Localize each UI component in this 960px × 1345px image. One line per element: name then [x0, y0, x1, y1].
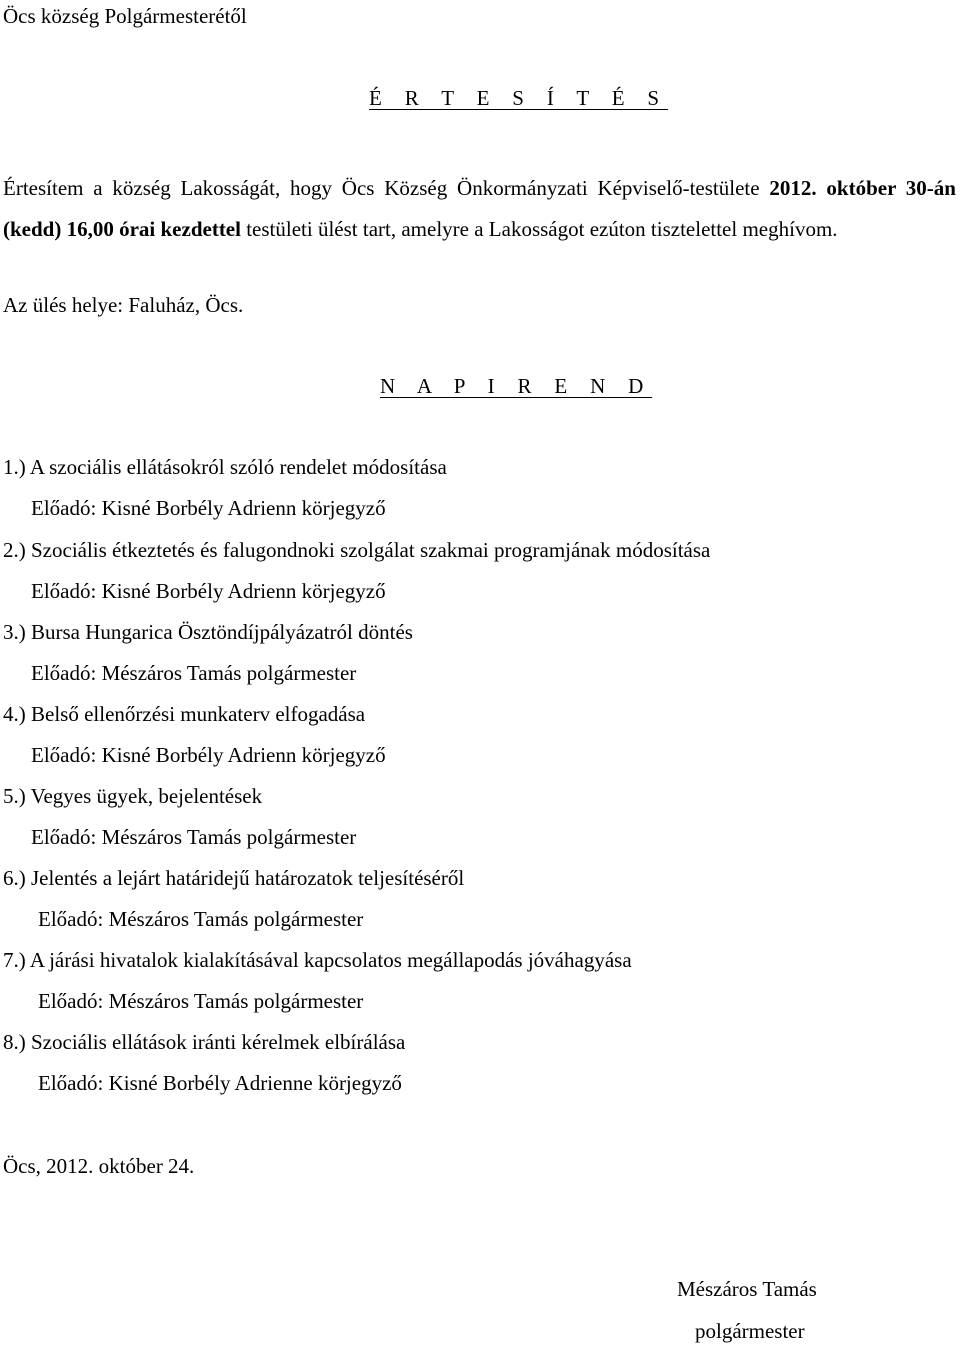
agenda-item: 3.) Bursa Hungarica Ösztöndíjpályázatról döntés	[3, 620, 413, 644]
agenda-presenter: Előadó: Mészáros Tamás polgármester	[38, 907, 364, 931]
agenda-title: N A P I R E N D	[380, 374, 653, 398]
meeting-datetime: 2012. október 30-án (kedd) 16,00 órai kezdettel	[3, 176, 956, 241]
agenda-presenter: Előadó: Mészáros Tamás polgármester	[38, 989, 364, 1013]
venue-line: Az ülés helye: Faluház, Öcs.	[3, 293, 244, 317]
agenda-item: 4.) Belső ellenőrzési munkaterv elfogadása	[3, 702, 366, 726]
agenda-presenter: Előadó: Kisné Borbély Adrienn körjegyző	[31, 496, 386, 520]
agenda-presenter: Előadó: Mészáros Tamás polgármester	[31, 825, 357, 849]
agenda-item: 5.) Vegyes ügyek, bejelentések	[3, 784, 263, 808]
intro-text-1: Értesítem a község Lakosságát, hogy Öcs Község Önkormányzati Képviselő-testülete	[3, 176, 770, 200]
agenda-item: 6.) Jelentés a lejárt határidejű határozatok teljesítéséről	[3, 866, 465, 890]
signer-title: polgármester	[695, 1319, 805, 1343]
agenda-item: 2.) Szociális étkeztetés és falugondnoki szolgálat szakmai programjának módosítása	[3, 538, 711, 562]
agenda-presenter: Előadó: Kisné Borbély Adrienn körjegyző	[31, 579, 386, 603]
notice-paragraph	[3, 168, 956, 250]
agenda-presenter: Előadó: Kisné Borbély Adrienne körjegyző	[38, 1071, 402, 1095]
agenda-presenter: Előadó: Mészáros Tamás polgármester	[31, 661, 357, 685]
agenda-item: 8.) Szociális ellátások iránti kérelmek elbírálása	[3, 1030, 406, 1054]
intro-text-2: testületi ülést tart, amelyre a Lakosságot ezúton tisztelettel meghívom.	[240, 217, 838, 241]
signer-name: Mészáros Tamás	[677, 1277, 817, 1301]
agenda-item: 1.) A szociális ellátásokról szóló rendelet módosítása	[3, 455, 447, 479]
sender-line: Öcs község Polgármesterétől	[3, 4, 247, 28]
place-date: Öcs, 2012. október 24.	[3, 1154, 195, 1178]
notice-title: É R T E S Í T É S	[369, 86, 668, 110]
agenda-presenter: Előadó: Kisné Borbély Adrienn körjegyző	[31, 743, 386, 767]
agenda-item: 7.) A járási hivatalok kialakításával kapcsolatos megállapodás jóváhagyása	[3, 948, 632, 972]
